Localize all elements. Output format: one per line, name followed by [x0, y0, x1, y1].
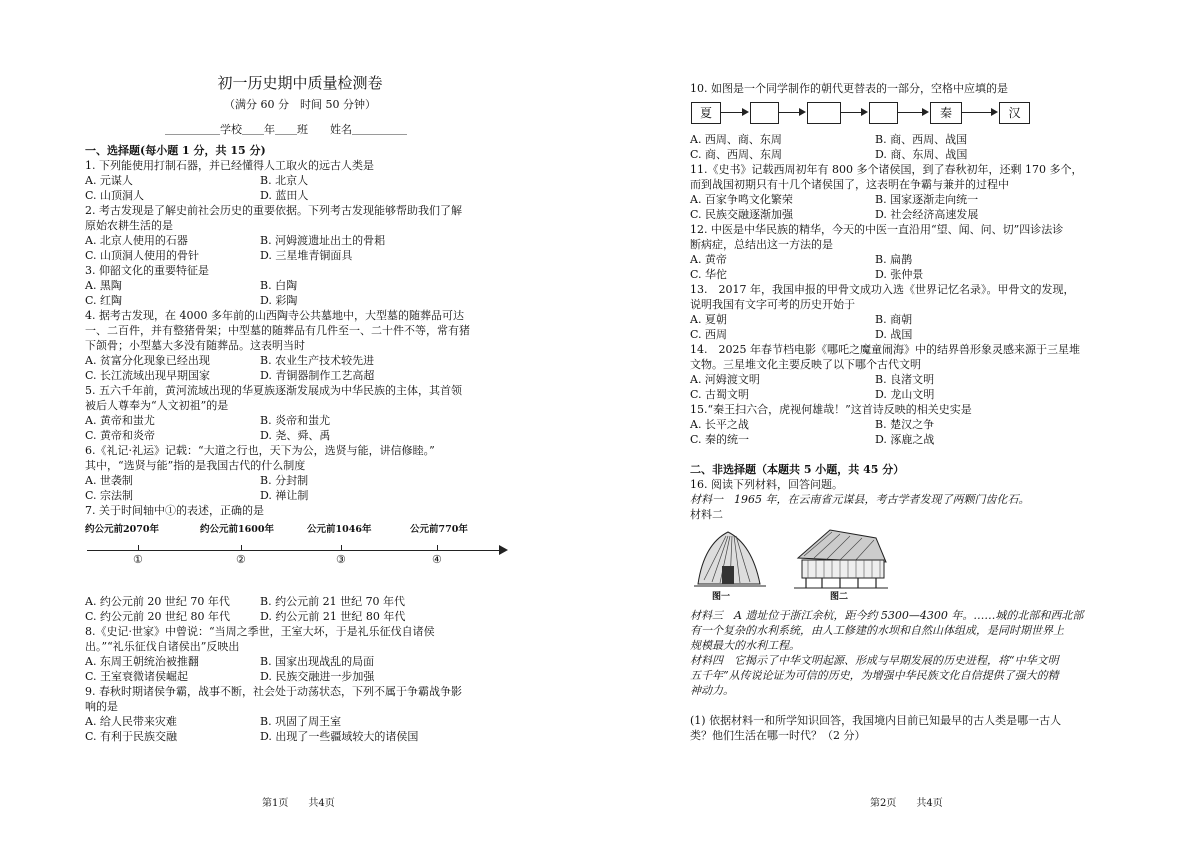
q1-option-d: D. 蓝田人 — [260, 189, 309, 202]
q13-option-b: B. 商朝 — [875, 313, 913, 326]
q15-option-a: A. 长平之战 — [690, 418, 749, 431]
q4-stem-line-1: 4. 据考古发现，在 4000 多年前的山西陶寺公共墓地中，大型墓的随葬品可达 — [85, 309, 464, 322]
section-1-heading: 一、选择题(每小题 1 分，共 15 分) — [85, 144, 266, 157]
q4-stem-line-3: 下颌骨；小型墓大多没有随葬品。这表明当时 — [85, 339, 305, 352]
section-2-heading: 二、非选择题（本题共 5 小题，共 45 分） — [690, 463, 905, 476]
q2-option-a: A. 北京人使用的石器 — [85, 234, 188, 247]
timeline-mark-4: ④ — [432, 553, 442, 566]
q14-option-a: A. 河姆渡文明 — [690, 373, 760, 386]
chain-line — [961, 112, 991, 113]
question-1 — [85, 158, 525, 203]
q16-part-1-line-2: 类？他们生活在哪一时代？（2 分） — [690, 729, 866, 742]
dynasty-box-4 — [869, 102, 898, 124]
question-16 — [690, 477, 1130, 743]
q1-option-a: A. 元谋人 — [85, 174, 133, 187]
q15-stem: 15.“秦王扫六合，虎视何雄哉！”这首诗反映的相关史实是 — [690, 403, 972, 416]
q6-option-c: C. 宗法制 — [85, 489, 134, 502]
timeline-mark-3: ③ — [336, 553, 346, 566]
timeline-tick — [241, 545, 242, 551]
q4-option-b: B. 农业生产技术较先进 — [260, 354, 375, 367]
q13-option-a: A. 夏朝 — [690, 313, 727, 326]
q7-option-c: C. 约公元前 20 世纪 80 年代 — [85, 610, 230, 623]
q4-option-a: A. 贫富分化现象已经出现 — [85, 354, 210, 367]
q7-option-a: A. 约公元前 20 世纪 70 年代 — [85, 595, 230, 608]
q15-option-d: D. 涿鹿之战 — [875, 433, 935, 446]
timeline-label-1: 约公元前2070年 — [85, 524, 159, 535]
q9-stem-line-1: 9. 春秋时期诸侯争霸，战事不断，社会处于动荡状态，下列不属于争霸战争影 — [85, 685, 462, 698]
q8-option-b: B. 国家出现战乱的局面 — [260, 655, 375, 668]
q13-option-c: C. 西周 — [690, 328, 728, 341]
q3-option-d: D. 彩陶 — [260, 294, 298, 307]
arrow-right-icon — [799, 108, 806, 116]
q13-option-d: D. 战国 — [875, 328, 913, 341]
q9-stem-line-2: 响的是 — [85, 700, 118, 713]
exam-subtitle: （满分 60 分 时间 50 分钟） — [224, 98, 376, 111]
q14-stem-line-1: 14. 2025 年春节档电影《哪吒之魔童闹海》中的结界兽形象灵感来源于三星堆 — [690, 343, 1080, 356]
right-column — [690, 81, 1130, 743]
q1-option-c: C. 山顶洞人 — [85, 189, 145, 202]
q5-option-c: C. 黄帝和炎帝 — [85, 429, 156, 442]
q2-option-c: C. 山顶洞人使用的骨针 — [85, 249, 200, 262]
question-3 — [85, 263, 525, 308]
q12-stem-line-2: 断病症，总结出这一方法的是 — [690, 238, 833, 251]
q12-option-d: D. 张仲景 — [875, 268, 924, 281]
dynasty-box-2 — [750, 102, 779, 124]
exam-title: 初一历史期中质量检测卷 — [217, 74, 383, 92]
q6-option-b: B. 分封制 — [260, 474, 309, 487]
q2-stem-line-2: 原始农耕生活的是 — [85, 219, 173, 232]
q8-stem-line-2: 出。”“礼乐征伐自诸侯出”反映出 — [85, 640, 240, 653]
question-14 — [690, 342, 1130, 402]
question-8 — [85, 624, 525, 684]
question-11 — [690, 162, 1130, 222]
q6-option-a: A. 世袭制 — [85, 474, 133, 487]
q2-stem-line-1: 2. 考古发现是了解史前社会历史的重要依据。下列考古发现能够帮助我们了解 — [85, 204, 462, 217]
q3-option-a: A. 黑陶 — [85, 279, 122, 292]
q1-option-b: B. 北京人 — [260, 174, 309, 187]
page-2 — [600, 0, 1200, 849]
timeline-mark-2: ② — [236, 553, 246, 566]
q5-option-d: D. 尧、舜、禹 — [260, 429, 331, 442]
q4-option-d: D. 青铜器制作工艺高超 — [260, 369, 375, 382]
q8-option-a: A. 东周王朝统治被推翻 — [85, 655, 199, 668]
q6-option-d: D. 禅让制 — [260, 489, 309, 502]
q12-option-b: B. 扁鹊 — [875, 253, 913, 266]
q14-option-d: D. 龙山文明 — [875, 388, 935, 401]
q12-stem-line-1: 12. 中医是中华民族的精华，今天的中医一直沿用“望、闻、问、切”四诊法诊 — [690, 223, 1064, 236]
arrow-right-icon — [922, 108, 929, 116]
dynasty-box-3 — [807, 102, 841, 124]
material-4-line-3: 神动力。 — [690, 684, 734, 697]
timeline-label-3: 公元前1046年 — [307, 524, 372, 535]
q11-option-a: A. 百家争鸣文化繁荣 — [690, 193, 793, 206]
question-9 — [85, 684, 525, 744]
q11-option-d: D. 社会经济高速发展 — [875, 208, 979, 221]
material-2-label: 材料二 — [690, 508, 723, 521]
material-3-line-2: 有一个复杂的水利系统，由人工修建的水坝和自然山体组成，是同时期世界上 — [690, 624, 1064, 637]
q2-option-d: D. 三星堆青铜面具 — [260, 249, 353, 262]
chain-line — [897, 112, 922, 113]
left-column — [85, 143, 525, 744]
question-2 — [85, 203, 525, 263]
question-7 — [85, 503, 525, 624]
material-4-line-2: 五千年”从传说论证为可信的历史，为增强中华民族文化自信提供了强大的精 — [690, 669, 1059, 682]
q12-option-a: A. 黄帝 — [690, 253, 727, 266]
q1-stem: 1. 下列能使用打制石器，并已经懂得人工取火的远古人类是 — [85, 159, 374, 172]
q14-option-c: C. 古蜀文明 — [690, 388, 750, 401]
dynasty-box-5: 秦 — [930, 102, 962, 124]
arrow-right-icon — [742, 108, 749, 116]
dynasty-box-6: 汉 — [999, 102, 1030, 124]
q8-option-c: C. 王室衰微诸侯崛起 — [85, 670, 189, 683]
timeline-tick — [437, 545, 438, 551]
stilt-house-icon — [794, 530, 888, 588]
q4-stem-line-2: 一、二百件，并有整猪骨架；中型墓的随葬品有几件至一、二十件不等，常有猪 — [85, 324, 470, 337]
q5-stem-line-2: 被后人尊奉为“人文初祖”的是 — [85, 399, 229, 412]
material-4-line-1: 材料四 它揭示了中华文明起源、形成与早期发展的历史进程，将“中华文明 — [690, 654, 1059, 667]
arrow-right-icon — [991, 108, 998, 116]
q10-option-a: A. 西周、商、东周 — [690, 133, 782, 146]
q3-stem: 3. 仰韶文化的重要特征是 — [85, 264, 209, 277]
q2-option-b: B. 河姆渡遗址出土的骨耜 — [260, 234, 386, 247]
chain-line — [840, 112, 861, 113]
q13-stem-line-2: 说明我国有文字可考的历史开始于 — [690, 298, 855, 311]
q16-stem: 16. 阅读下列材料，回答问题。 — [690, 478, 843, 491]
q10-stem: 10. 如图是一个同学制作的朝代更替表的一部分，空格中应填的是 — [690, 82, 1008, 95]
q11-stem-line-1: 11.《史书》记载西周初年有 800 多个诸侯国，到了春秋初年，还剩 170 多个， — [690, 163, 1083, 176]
question-13 — [690, 282, 1130, 342]
q11-option-c: C. 民族交融逐渐加强 — [690, 208, 794, 221]
hut-illustrations — [690, 522, 890, 592]
figure-1-caption: 图一 — [712, 592, 731, 602]
q8-option-d: D. 民族交融进一步加强 — [260, 670, 375, 683]
q3-option-c: C. 红陶 — [85, 294, 123, 307]
q5-option-b: B. 炎帝和蚩尤 — [260, 414, 331, 427]
q14-stem-line-2: 文物。三星堆文化主要反映了以下哪个古代文明 — [690, 358, 921, 371]
timeline-label-4: 公元前770年 — [410, 524, 468, 535]
timeline-mark-1: ① — [133, 553, 143, 566]
timeline-arrow-icon — [499, 545, 508, 555]
q9-option-c: C. 有利于民族交融 — [85, 730, 178, 743]
chain-line — [778, 112, 799, 113]
q11-option-b: B. 国家逐渐走向统一 — [875, 193, 979, 206]
q9-option-a: A. 给人民带来灾难 — [85, 715, 177, 728]
q15-option-c: C. 秦的统一 — [690, 433, 750, 446]
q12-option-c: C. 华佗 — [690, 268, 728, 281]
student-info-line: ＿＿＿＿＿学校＿＿年＿＿班 姓名＿＿＿＿＿ — [165, 123, 407, 136]
timeline-label-2: 约公元前1600年 — [200, 524, 274, 535]
q8-stem-line-1: 8.《史记·世家》中曾说：“当周之季世，王室大坏，于是礼乐征伐自诸侯 — [85, 625, 435, 638]
q5-option-a: A. 黄帝和蚩尤 — [85, 414, 155, 427]
timeline-axis — [87, 550, 501, 551]
arrow-right-icon — [861, 108, 868, 116]
q9-option-b: B. 巩固了周王室 — [260, 715, 342, 728]
q3-option-b: B. 白陶 — [260, 279, 298, 292]
q10-option-b: B. 商、西周、战国 — [875, 133, 968, 146]
q7-stem: 7. 关于时间轴中①的表述，正确的是 — [85, 504, 264, 517]
question-6 — [85, 443, 525, 503]
q16-part-1-line-1: (1) 依据材料一和所学知识回答，我国境内目前已知最早的古人类是哪一古人 — [690, 714, 1062, 727]
q4-option-c: C. 长江流域出现早期国家 — [85, 369, 211, 382]
q7-option-b: B. 约公元前 21 世纪 70 年代 — [260, 595, 406, 608]
q14-option-b: B. 良渚文明 — [875, 373, 935, 386]
page-1-footer: 第1页 共4页 — [262, 798, 335, 809]
q15-option-b: B. 楚汉之争 — [875, 418, 935, 431]
dynasty-box-1: 夏 — [691, 102, 721, 124]
figure-2-caption: 图二 — [830, 592, 849, 602]
q5-stem-line-1: 5. 五六千年前，黄河流域出现的华夏族逐渐发展成为中华民族的主体，其首领 — [85, 384, 462, 397]
q13-stem-line-1: 13. 2017 年，我国申报的甲骨文成功入选《世界记忆名录》。甲骨文的发现， — [690, 283, 1075, 296]
chain-line — [720, 112, 742, 113]
question-4 — [85, 308, 525, 383]
dynasty-chain-figure — [690, 96, 1130, 132]
q9-option-d: D. 出现了一些疆域较大的诸侯国 — [260, 730, 419, 743]
timeline-tick — [138, 545, 139, 551]
timeline-tick — [341, 545, 342, 551]
material-2-figures — [690, 522, 1130, 608]
question-12 — [690, 222, 1130, 282]
q6-stem-line-2: 其中，“选贤与能”指的是我国古代的什么制度 — [85, 459, 306, 472]
q11-stem-line-2: 而到战国初期只有十几个诸侯国了，这表明在争霸与兼并的过程中 — [690, 178, 1009, 191]
q7-option-d: D. 约公元前 21 世纪 80 年代 — [260, 610, 406, 623]
q6-stem-line-1: 6.《礼记·礼运》记载：“大道之行也，天下为公，选贤与能，讲信修睦。” — [85, 444, 435, 457]
material-3-line-1: 材料三 A 遗址位于浙江余杭，距今约 5300—4300 年。……城的北部和西北部 — [690, 609, 1084, 622]
q10-option-c: C. 商、西周、东周 — [690, 148, 783, 161]
question-5 — [85, 383, 525, 443]
q10-option-d: D. 商、东周、战国 — [875, 148, 968, 161]
material-1: 材料一 1965 年，在云南省元谋县，考古学者发现了两颗门齿化石。 — [690, 493, 1030, 506]
material-3-line-3: 规模最大的水利工程。 — [690, 639, 800, 652]
round-thatched-hut-icon — [694, 532, 766, 586]
question-15 — [690, 402, 1130, 447]
question-10 — [690, 81, 1130, 162]
timeline-figure — [85, 518, 525, 594]
page-2-footer: 第2页 共4页 — [870, 798, 943, 809]
